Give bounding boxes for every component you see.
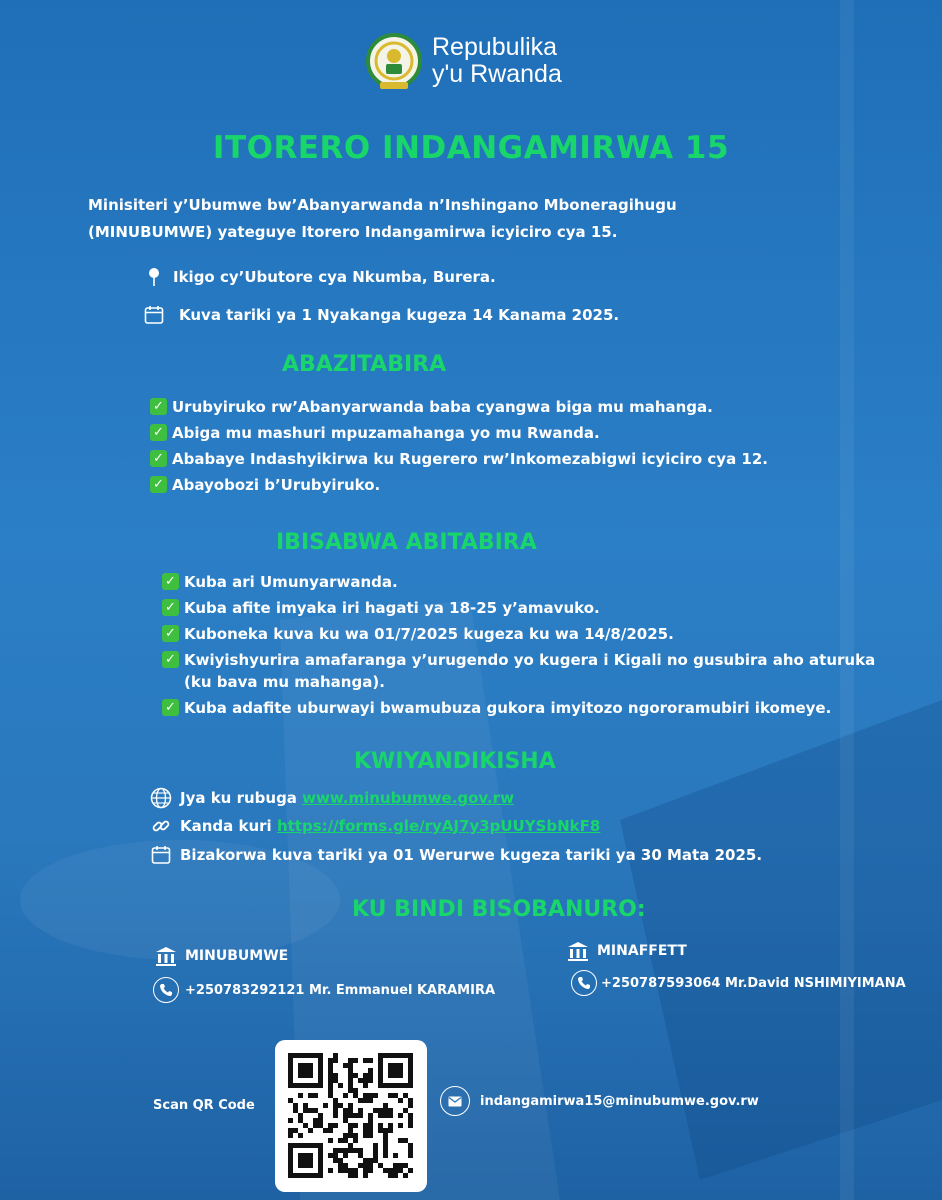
qr-code-pattern <box>275 1040 427 1192</box>
contact-left-phone-row <box>153 977 495 1003</box>
building-icon <box>155 945 177 967</box>
check-icon: ✓ <box>162 573 179 590</box>
form-row <box>150 815 600 837</box>
list-item-continuation: (ku bava mu mahanga). <box>184 673 385 691</box>
period-row <box>150 844 762 866</box>
contact-right-org <box>567 940 687 962</box>
contact-left-org-name: MINUBUMWE <box>185 948 289 964</box>
intro-text <box>88 192 808 246</box>
requirements-heading: IBISABWA ABITABIRA <box>276 530 537 555</box>
building-icon <box>567 940 589 962</box>
list-item: ✓ Kuba ari Umunyarwanda. <box>162 571 922 593</box>
check-icon: ✓ <box>150 450 167 467</box>
contact-left-phone[interactable]: +250783292121 Mr. Emmanuel KARAMIRA <box>185 982 496 998</box>
list-item: ✓ Ababaye Indashyikirwa ku Rugerero rw’Inkomezabigwi icyiciro cya 12. <box>150 448 768 470</box>
list-item: ✓ Kwiyishyurira amafaranga y’urugendo yo kugera i Kigali no gusubira aho aturuka <box>162 649 922 671</box>
location-pin-icon <box>143 266 165 288</box>
website-prefix: Jya ku rubuga <box>180 789 297 807</box>
list-item: ✓ Kuba adafite uburwayi bwamubuza gukora imyitozo ngororamubiri ikomeye. <box>162 697 922 719</box>
list-item: ✓ Kuba afite imyaka iri hagati ya 18-25 y’amavuko. <box>162 597 922 619</box>
check-icon: ✓ <box>150 398 167 415</box>
header-logo <box>366 28 562 94</box>
calendar-icon <box>143 304 165 326</box>
list-item: ✓ Kuboneka kuva ku wa 01/7/2025 kugeza ku wa 14/8/2025. <box>162 623 922 645</box>
email-icon <box>440 1086 470 1116</box>
list-item: ✓ Urubyiruko rw’Abanyarwanda baba cyangwa biga mu mahanga. <box>150 396 768 418</box>
intro-line2: (MINUBUMWE) yateguye Itorero Indangamirwa icyiciro cya 15. <box>88 223 618 241</box>
globe-icon <box>150 787 172 809</box>
dates-text: Kuva tariki ya 1 Nyakanga kugeza 14 Kanama 2025. <box>179 306 620 324</box>
location-text: Ikigo cy’Ubutore cya Nkumba, Burera. <box>173 268 496 286</box>
logo-line2: y'u Rwanda <box>432 60 562 88</box>
list-item: ✓ Abayobozi b’Urubyiruko. <box>150 474 768 496</box>
location-row <box>143 266 496 288</box>
scan-qr-label: Scan QR Code <box>153 1098 255 1113</box>
list-item: ✓ Abiga mu mashuri mpuzamahanga yo mu Rwanda. <box>150 422 768 444</box>
website-link[interactable]: www.minubumwe.gov.rw <box>302 789 514 807</box>
phone-icon <box>571 970 597 996</box>
check-icon: ✓ <box>162 625 179 642</box>
form-prefix: Kanda kuri <box>180 817 272 835</box>
requirements-list <box>162 571 922 719</box>
participants-heading: ABAZITABIRA <box>282 352 447 377</box>
check-icon: ✓ <box>150 476 167 493</box>
logo-line1: Repubulika <box>432 33 558 61</box>
dates-row <box>143 304 619 326</box>
page-title: ITORERO INDANGAMIRWA 15 <box>212 130 730 166</box>
contacts-heading: KU BINDI BISOBANURO: <box>352 897 646 922</box>
qr-code[interactable] <box>275 1040 427 1192</box>
contact-right-org-name: MINAFFETT <box>597 943 687 959</box>
intro-line1: Minisiteri y’Ubumwe bw’Abanyarwanda n’Inshingano Mboneragihugu <box>88 196 677 214</box>
form-link[interactable]: https://forms.gle/ryAJ7y3pUUYSbNkF8 <box>276 817 601 835</box>
contact-left-org <box>155 945 288 967</box>
calendar-icon <box>150 844 172 866</box>
registration-heading: KWIYANDIKISHA <box>354 749 556 774</box>
link-icon <box>150 815 172 837</box>
website-row <box>150 787 514 809</box>
email-address[interactable]: indangamirwa15@minubumwe.gov.rw <box>480 1093 759 1109</box>
email-row <box>440 1086 759 1116</box>
check-icon: ✓ <box>162 699 179 716</box>
rwanda-coat-of-arms-icon <box>366 28 422 94</box>
period-text: Bizakorwa kuva tariki ya 01 Werurwe kugeza tariki ya 30 Mata 2025. <box>180 846 763 864</box>
contact-right-phone-row <box>571 970 906 996</box>
participants-list <box>150 396 768 496</box>
phone-icon <box>153 977 179 1003</box>
check-icon: ✓ <box>162 651 179 668</box>
check-icon: ✓ <box>162 599 179 616</box>
contact-right-phone[interactable]: +250787593064 Mr.David NSHIMIYIMANA <box>601 975 906 991</box>
check-icon: ✓ <box>150 424 167 441</box>
